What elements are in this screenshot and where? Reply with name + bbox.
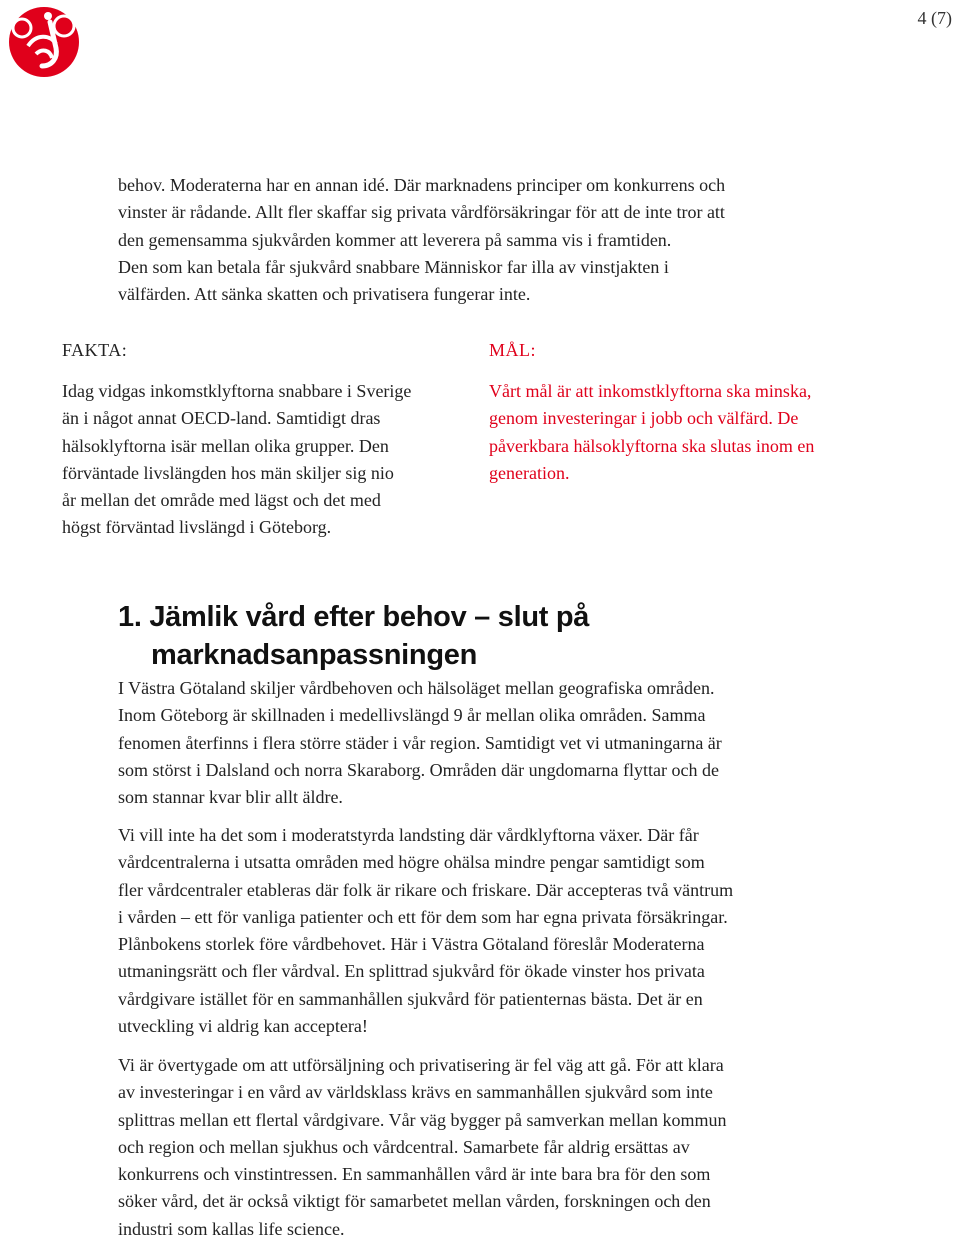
section-paragraph-1: I Västra Götaland skiljer vårdbehoven och hälsoläget mellan geografiska områden. Inom Göteborg är skillnaden i medellivslängd 9 år mellan olika områden. Samma fenomen återfinns i flera större städer i vår region. Samtidigt vet vi utmaningarna är som störst i Dalsland och norra Skaraborg. Områden där ungdomarna flyttar och de som stannar kvar blir allt äldre. [118, 678, 722, 808]
section-paragraph-3: Vi är övertygade om att utförsäljning och privatisering är fel väg att gå. För att klara av investeringar i en vård av världsklass krävs en sammanhållen sjukvård som inte splittras mellan ett flertal vårdgivare. Vår väg bygger på samverkan mellan kommun och region och mellan sjukhus och vårdcentral. Samarbete får aldrig ersättas av konkurrens och vinstintressen. En sammanhållen vård är inte bara bra för den som söker vård, det är också viktigt för samarbetet mellan vården, forskningen och den industri som kallas life science. [118, 1055, 727, 1239]
intro-paragraph: behov. Moderaterna har en annan idé. Där marknadens principer om konkurrens och vinster är rådande. Allt fler skaffar sig privata vårdförsäkringar för att de inte tror att den gemensamma sjukvården kommer att leverera på samma vis i framtiden. Den som kan betala får sjukvård snabbare Människor far illa av vinstjakten i välfärden. Att sänka skatten och privatisera fungerar inte. [118, 175, 726, 305]
facts-text: Idag vidgas inkomstklyftorna snabbare i Sverige än i något annat OECD-land. Samtidigt dras hälsoklyftorna isär mellan olika grupper. Den förväntade livslängden hos män skiljer sig nio år mellan det område med lägst och det med högst förväntad livslängd i Göteborg. [62, 381, 412, 538]
section-paragraph-2: Vi vill inte ha det som i moderatstyrda landsting där vårdklyftorna växer. Där får vårdcentralerna i utsatta områden med högre ohälsa mindre pengar samtidigt som fler vårdcentraler etableras där folk är rikare och friskare. Där accepteras två väntrum i vården – ett för vanliga patienter och ett för dem som har egna privata försäkringar. Plånbokens storlek före vårdbehovet. Här i Västra Götaland föreslår Moderaterna utmaningsrätt och fler vårdval. En splittrad sjukvård för ökade vinster hos privata vårdgivare istället för en sammanhållen sjukvård för patienternas bästa. Det är en utveckling vi aldrig kan acceptera! [118, 825, 734, 1037]
rose-logo-icon [6, 4, 82, 80]
goal-text: Vårt mål är att inkomstklyftorna ska minska, genom investeringar i jobb och välfärd. De påverkbara hälsoklyftorna ska slutas inom en generation. [489, 381, 815, 483]
section-heading: 1. Jämlik vård efter behov – slut på marknadsanpassningen [118, 601, 590, 671]
goal-box [489, 337, 909, 487]
facts-box [62, 337, 482, 542]
page-number: 4 (7) [917, 8, 952, 28]
goal-label: MÅL: [489, 340, 536, 360]
facts-label: FAKTA: [62, 340, 128, 360]
